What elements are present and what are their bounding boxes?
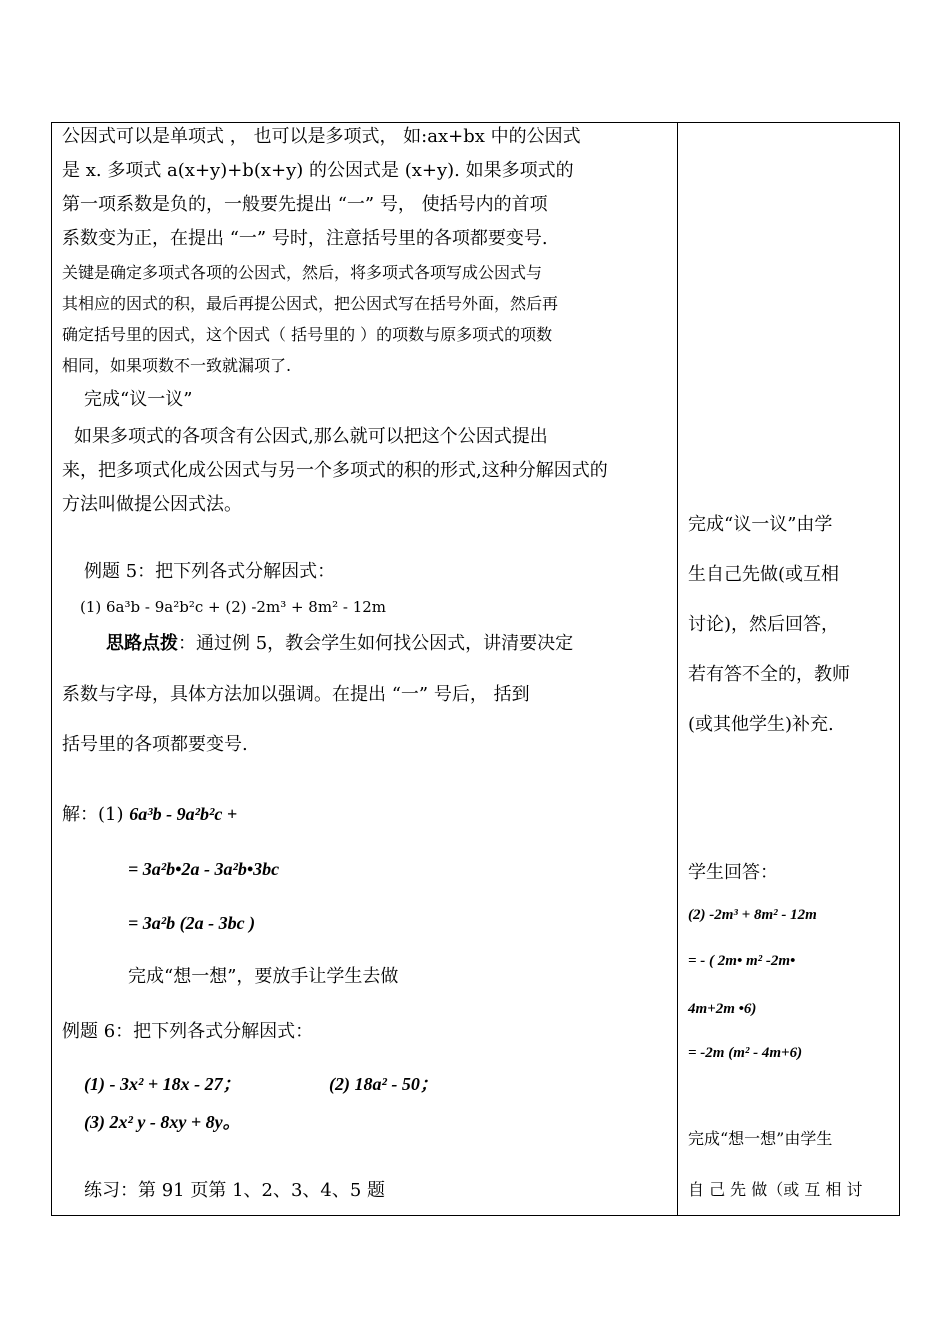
math-expression: = - ( 2m• m² -2m• [688, 953, 796, 969]
solution-label: 解：(1) [62, 804, 124, 825]
text-line: 方法叫做提公因式法。 [62, 494, 242, 515]
math-expression: 6a³b - 9a²b²c + [129, 804, 238, 824]
note-line: 自 己 先 做（或 互 相 讨 [688, 1180, 863, 1199]
math-expression: = 3a²b (2a - 3bc ) [128, 913, 256, 933]
text-line: 关键是确定多项式各项的公因式，然后，将多项式各项写成公因式与 [62, 263, 543, 282]
example-6-title: 例题 6：把下列各式分解因式： [62, 1021, 314, 1042]
section-heading: 完成“议一议” [84, 389, 193, 410]
math-expression: = -2m (m² - 4m+6) [688, 1045, 803, 1061]
answer-label: 学生回答： [688, 862, 778, 883]
hint-label: 思路点拨 [106, 633, 178, 654]
math-expression: (1) - 3x² + 18x - 27； [84, 1074, 241, 1094]
math-expression: (2) -2m³ + 8m² - 12m [688, 907, 817, 923]
math-expression: (2) 18a² - 50； [329, 1074, 438, 1094]
math-expression: 4m+2m •6) [688, 1001, 757, 1017]
solution-line-1 [62, 802, 237, 827]
math-expression: = 3a²b•2a - 3a²b•3bc [128, 859, 280, 879]
column-divider [677, 123, 678, 1215]
text-line: 来，把多项式化成公因式与另一个多项式的积的形式,这种分解因式的 [62, 460, 608, 481]
text-line: 系数与字母，具体方法加以强调。在提出 “一” 号后， 括到 [62, 684, 530, 705]
note-line: 若有答不全的，教师 [688, 664, 850, 685]
text-line: 相同，如果项数不一致就漏项了. [62, 356, 292, 375]
hint-line [106, 632, 573, 656]
example-5-title: 例题 5：把下列各式分解因式： [84, 561, 336, 582]
practice-line: 练习：第 91 页第 1、2、3、4、5 题 [84, 1180, 386, 1201]
text-line: 括号里的各项都要变号. [62, 734, 248, 755]
note-line: 完成“想一想”由学生 [688, 1129, 833, 1148]
text-line: 确定括号里的因式，这个因式（ 括号里的 ）的项数与原多项式的项数 [62, 325, 553, 344]
note-line: 生自己先做(或互相 [688, 564, 840, 585]
text-line: 其相应的因式的积，最后再提公因式，把公因式写在括号外面，然后再 [62, 294, 559, 313]
text-line: 是 x. 多项式 a(x+y)+b(x+y) 的公因式是 (x+y). 如果多项式的 [62, 160, 574, 181]
text-line: 公因式可以是单项式 ， 也可以是多项式， 如:ax+bx 中的公因式 [62, 126, 581, 147]
text-line: 如果多项式的各项含有公因式,那么就可以把这个公因式提出 [74, 426, 548, 447]
text-line: 系数变为正，在提出 “一” 号时，注意括号里的各项都要变号. [62, 228, 548, 249]
text-line: 完成“想一想”，要放手让学生去做 [128, 966, 399, 987]
note-line: 讨论)，然后回答， [688, 614, 840, 635]
math-expression: (3) 2x² y - 8xy + 8y。 [84, 1112, 241, 1132]
lesson-table [51, 122, 900, 1216]
note-line: (或其他学生)补充. [688, 714, 834, 735]
example-5-items: (1) 6a³b - 9a²b²c + (2) -2m³ + 8m² - 12m [80, 598, 387, 616]
note-line: 完成“议一议”由学 [688, 514, 833, 535]
text-line: 第一项系数是负的，一般要先提出 “一” 号， 使括号内的首项 [62, 194, 548, 215]
hint-text: ：通过例 5，教会学生如何找公因式，讲清要决定 [178, 633, 574, 654]
